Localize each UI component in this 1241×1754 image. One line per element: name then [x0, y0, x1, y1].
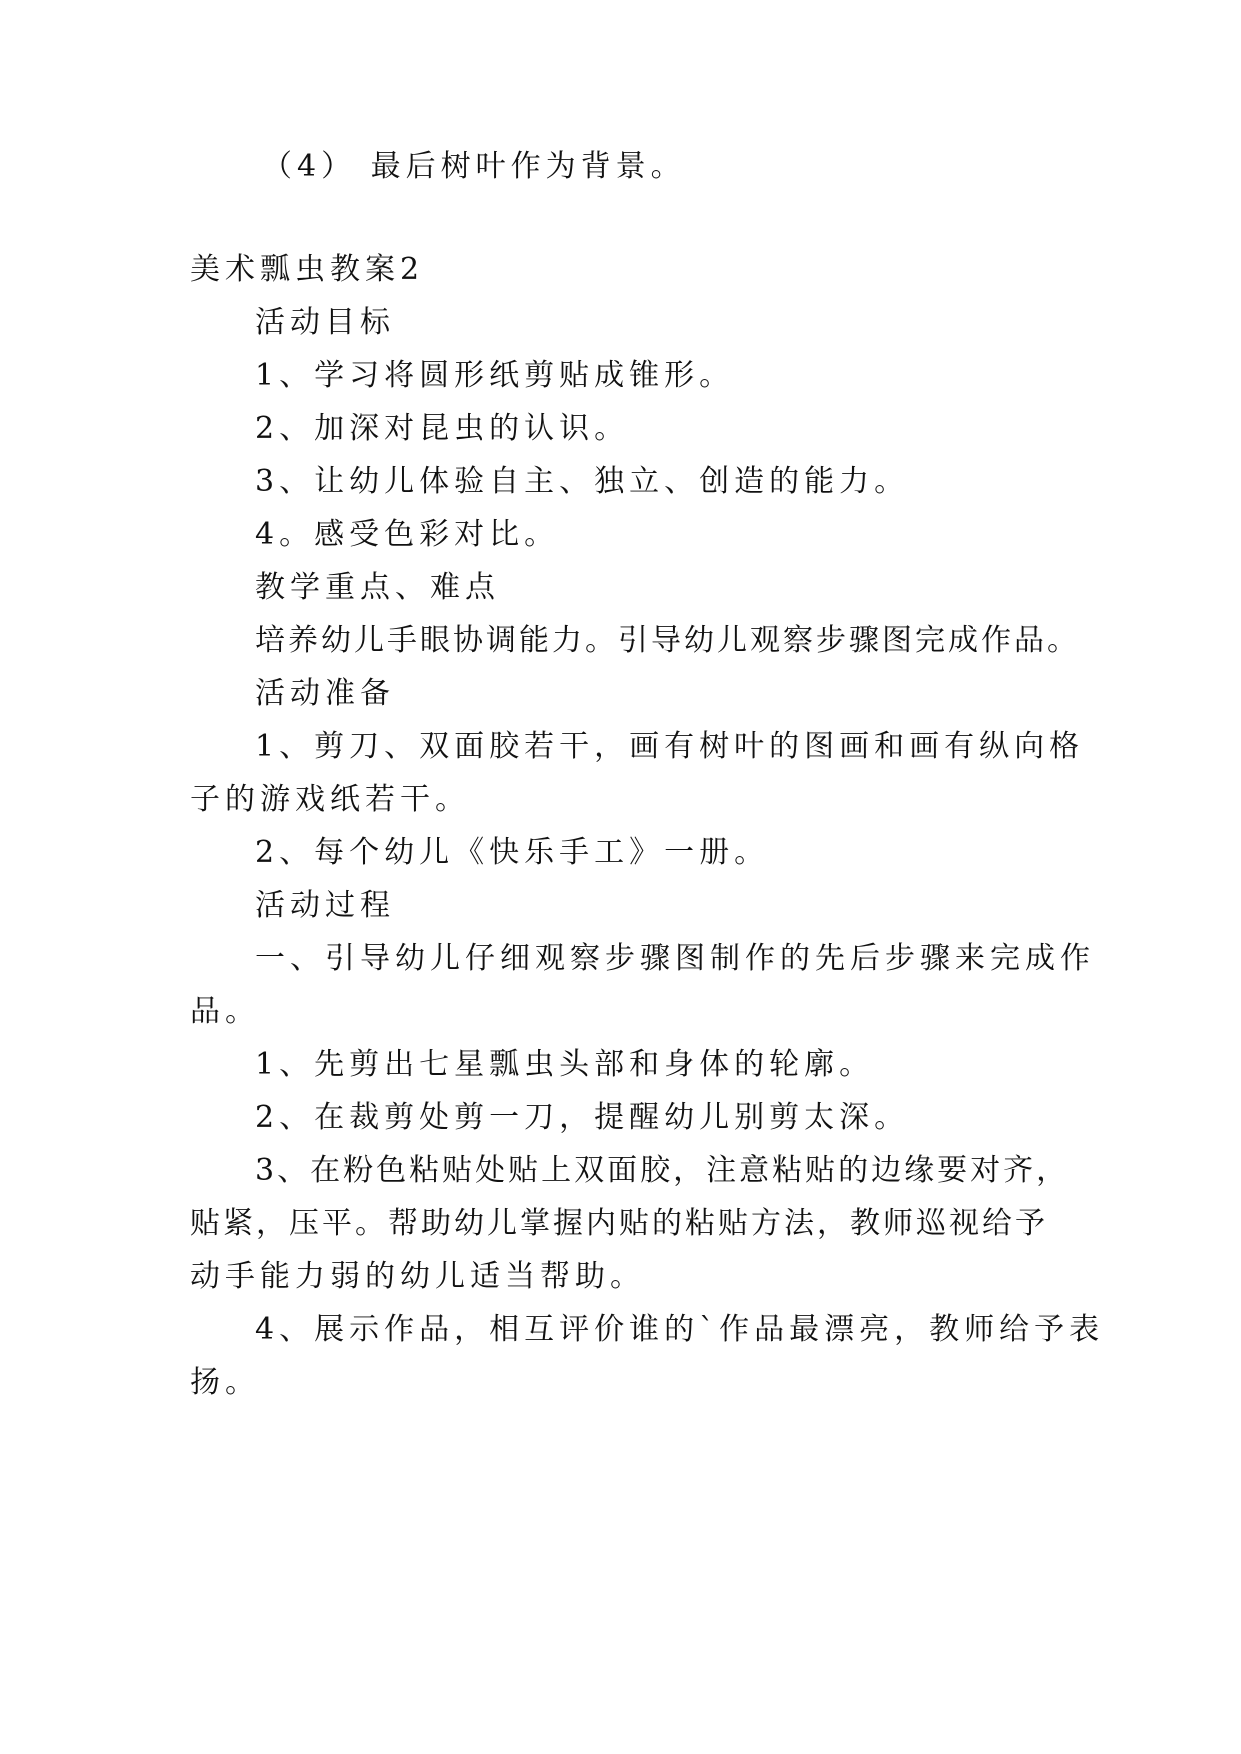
- goal-item: 3、让幼儿体验自主、独立、创造的能力。: [255, 464, 910, 499]
- prep-item-1-line-1: 1、剪刀、双面胶若干，画有树叶的图画和画有纵向格: [255, 729, 1085, 764]
- prep-item-1-line-2: 子的游戏纸若干。: [190, 782, 470, 817]
- process-step-1: 1、先剪出七星瓢虫头部和身体的轮廓。: [255, 1047, 875, 1082]
- process-intro-line-2: 品。: [190, 994, 260, 1029]
- process-step-3-line-3: 动手能力弱的幼儿适当帮助。: [190, 1259, 645, 1294]
- process-step-3-line-1: 3、在粉色粘贴处贴上双面胶，注意粘贴的边缘要对齐，: [255, 1153, 1070, 1188]
- process-intro-line-1: 一、引导幼儿仔细观察步骤图制作的先后步骤来完成作: [255, 941, 1095, 976]
- process-heading: 活动过程: [255, 888, 395, 923]
- goal-item: 2、加深对昆虫的认识。: [255, 411, 630, 446]
- goal-item: 1、学习将圆形纸剪贴成锥形。: [255, 358, 735, 393]
- prep-item-2: 2、每个幼儿《快乐手工》一册。: [255, 835, 770, 870]
- goal-heading: 活动目标: [255, 305, 395, 340]
- process-step-4-line-2: 扬。: [190, 1365, 260, 1400]
- goal-item: 4。感受色彩对比。: [255, 517, 560, 552]
- step-4-line: （4） 最后树叶作为背景。: [262, 149, 686, 184]
- key-heading: 教学重点、难点: [255, 570, 500, 605]
- section-title: 美术瓢虫教案2: [190, 252, 425, 287]
- prep-heading: 活动准备: [255, 676, 395, 711]
- key-text: 培养幼儿手眼协调能力。引导幼儿观察步骤图完成作品。: [255, 623, 1080, 658]
- process-step-3-line-2: 贴紧，压平。帮助幼儿掌握内贴的粘贴方法，教师巡视给予: [190, 1206, 1048, 1241]
- process-step-4-line-1: 4、展示作品，相互评价谁的`作品最漂亮，教师给予表: [255, 1312, 1105, 1347]
- process-step-2: 2、在裁剪处剪一刀，提醒幼儿别剪太深。: [255, 1100, 910, 1135]
